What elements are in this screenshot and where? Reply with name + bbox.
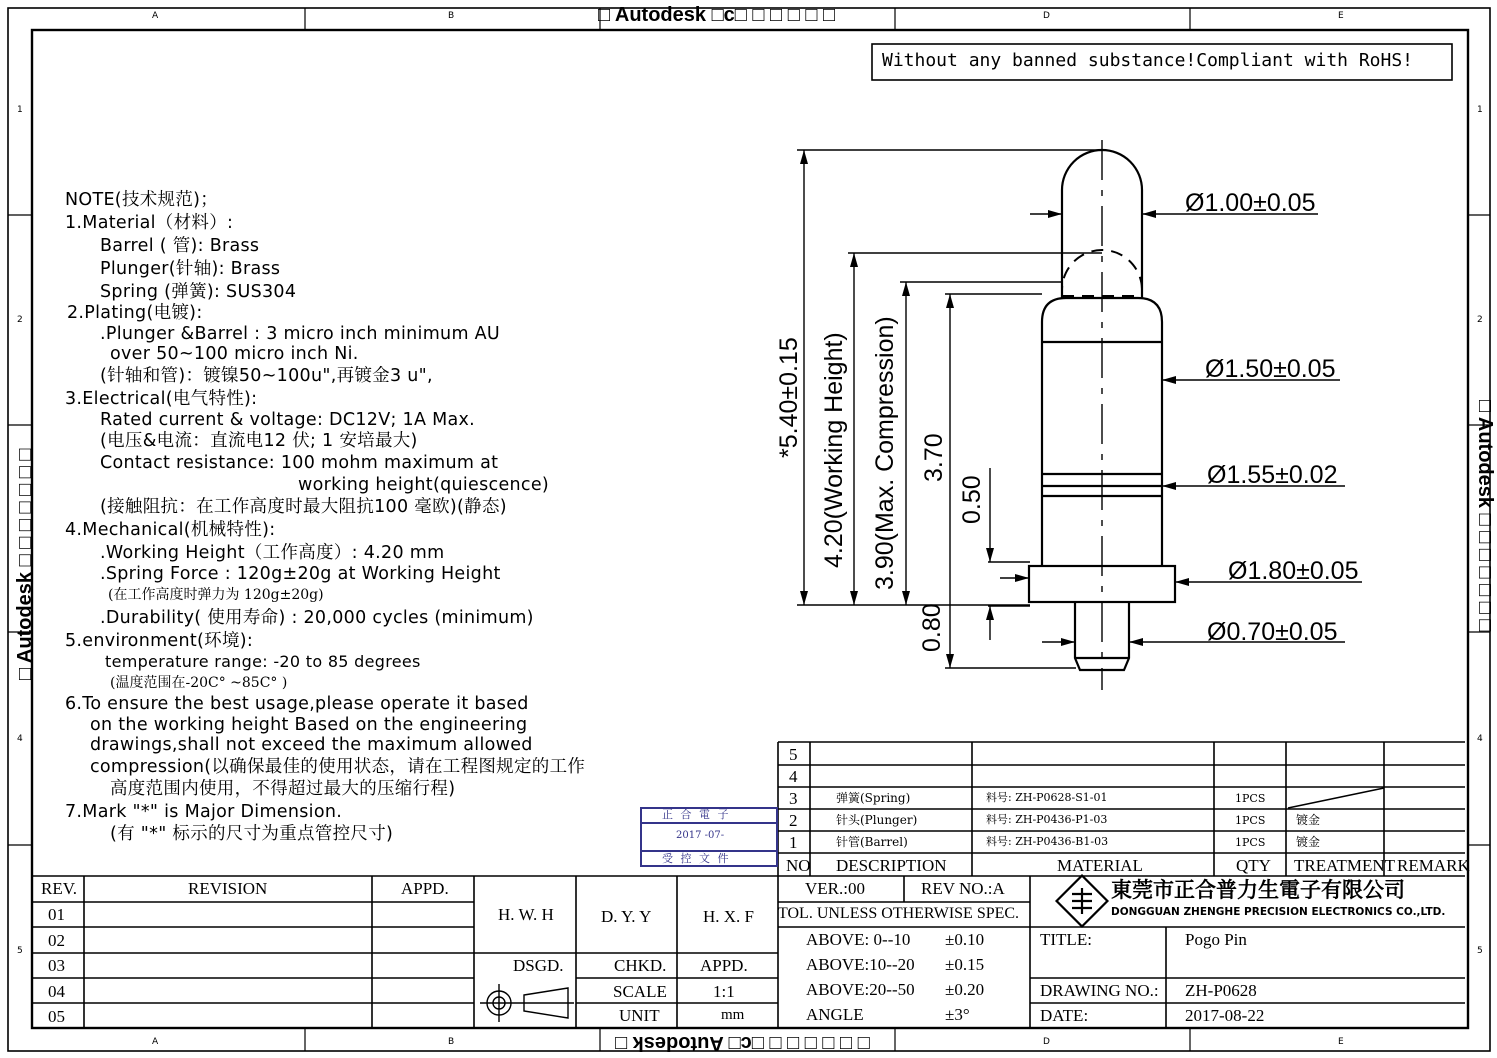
- note-material-title: 1.Material（材料）:: [65, 213, 234, 233]
- approval-name-designer: H. W. H: [498, 905, 554, 924]
- zone-label-bottom-e: E: [1338, 1037, 1344, 1047]
- rev-row-02: 02: [48, 931, 65, 950]
- note-material-plunger: Plunger(针轴): Brass: [100, 259, 281, 279]
- bom-row-5-no: 5: [789, 745, 798, 764]
- tolerance-row-4-range: ANGLE: [806, 1005, 864, 1024]
- rev-row-04: 04: [48, 982, 65, 1001]
- note-mechanical-line2: .Spring Force : 120g±20g at Working Height: [100, 564, 501, 584]
- rohs-notice: Without any banned substance!Compliant with RoHS!: [882, 50, 1414, 71]
- dim-tail-diameter: Ø0.70±0.05: [1207, 618, 1338, 646]
- zone-label-right-2: 2: [1477, 315, 1483, 325]
- tolerance-row-1-value: ±0.10: [945, 930, 985, 949]
- note-environment-title: 5.environment(环境):: [65, 631, 254, 651]
- approval-name-approver: H. X. F: [703, 907, 755, 926]
- note-environment-line2: (温度范围在-20C° ~85C° ): [110, 675, 288, 691]
- bom-header-treatment: TREATMENT: [1294, 856, 1396, 875]
- version-label: VER.:00: [805, 879, 865, 898]
- zone-label-right-5: 5: [1477, 946, 1483, 956]
- watermark-right: □ Autodesk □ □ □ □ □ □ □: [1474, 400, 1496, 632]
- rev-header-appd: APPD.: [401, 879, 449, 898]
- note-material-spring: Spring (弹簧): SUS304: [100, 282, 297, 302]
- note-electrical-line3: Contact resistance: 100 mohm maximum at: [100, 453, 499, 473]
- zone-label-top-b: B: [448, 11, 455, 21]
- bom-row-2-description: 针头(Plunger): [836, 813, 918, 827]
- note-electrical-line4: working height(quiescence): [298, 475, 550, 495]
- bom-row-1-treatment: 镀金: [1296, 835, 1321, 849]
- zone-label-top-d: D: [1043, 11, 1050, 21]
- note-mechanical-line1: .Working Height（工作高度）: 4.20 mm: [100, 543, 445, 563]
- drawing-number-label: DRAWING NO.:: [1040, 981, 1159, 1000]
- bom-row-3-material: 料号: ZH-P0628-S1-01: [986, 791, 1108, 804]
- zone-label-top-a: A: [152, 11, 159, 21]
- bom-row-3-no: 3: [789, 789, 798, 808]
- zone-label-right-4: 4: [1477, 734, 1483, 744]
- tolerance-row-3-range: ABOVE:20--50: [806, 980, 915, 999]
- note-plating-line3: (针轴和管)：镀镍50~100u",再镀金3 u",: [100, 366, 433, 386]
- tolerance-header: TOL. UNLESS OTHERWISE SPEC.: [778, 905, 1020, 922]
- note-mark-line1: 7.Mark "*" is Major Dimension.: [65, 802, 343, 822]
- bom-row-1-no: 1: [789, 833, 798, 852]
- bom-row-2-treatment: 镀金: [1296, 813, 1321, 827]
- note-electrical-line2: (电压&电流：直流电12 伏; 1 安培最大): [100, 431, 418, 451]
- company-logo-mark: [1057, 876, 1108, 927]
- stamp-line2: 2017 -07-: [676, 830, 725, 841]
- projection-symbol: [480, 984, 574, 1022]
- note-usage-line4: compression(以确保最佳的使用状态，请在工程图规定的工作: [90, 757, 586, 777]
- date-value: 2017-08-22: [1185, 1006, 1265, 1025]
- zone-label-bottom-d: D: [1043, 1037, 1050, 1047]
- bom-header-qty: QTY: [1236, 856, 1271, 875]
- zone-label-right-1: 1: [1477, 105, 1483, 115]
- zone-label-left-5: 5: [17, 946, 23, 956]
- watermark-bottom: □ □ □ □ □ □ □c□ Autodesk □: [615, 1032, 870, 1054]
- note-material-barrel: Barrel ( 管): Brass: [100, 236, 260, 256]
- bom-row-2-qty: 1PCS: [1235, 814, 1266, 827]
- unit-label: UNIT: [619, 1006, 660, 1025]
- bom-row-1-description: 针管(Barrel): [836, 835, 908, 849]
- zone-label-left-2: 2: [17, 315, 23, 325]
- bom-header-no: NO: [786, 856, 811, 875]
- notes-heading: NOTE(技术规范)；: [65, 190, 219, 210]
- dim-body-length: 3.70: [920, 433, 948, 482]
- approval-role-appd: APPD.: [700, 956, 748, 975]
- date-label: DATE:: [1040, 1006, 1089, 1025]
- zone-label-top-e: E: [1338, 11, 1344, 21]
- title-label: TITLE:: [1040, 930, 1092, 949]
- rev-row-05: 05: [48, 1007, 65, 1026]
- dim-body-diameter: Ø1.50±0.05: [1205, 355, 1336, 383]
- bom-row-1-qty: 1PCS: [1235, 836, 1266, 849]
- company-name-en: DONGGUAN ZHENGHE PRECISION ELECTRONICS CO.,LTD.: [1111, 906, 1446, 918]
- note-plating-line1: .Plunger &Barrel : 3 micro inch minimum AU: [100, 324, 501, 344]
- scale-value: 1:1: [713, 982, 735, 1001]
- note-plating-line2: over 50~100 micro inch Ni.: [110, 344, 359, 364]
- tolerance-row-3-value: ±0.20: [945, 980, 985, 999]
- rev-row-03: 03: [48, 956, 65, 975]
- note-mechanical-title: 4.Mechanical(机械特性):: [65, 520, 276, 540]
- watermark-top: □ Autodesk □c□ □ □ □ □ □: [598, 4, 836, 26]
- dim-ring-diameter: Ø1.55±0.02: [1207, 461, 1338, 489]
- zone-label-bottom-b: B: [448, 1037, 455, 1047]
- bom-header-material: MATERIAL: [1057, 856, 1143, 875]
- bom-row-2-material: 料号: ZH-P0436-P1-03: [986, 813, 1108, 826]
- dim-max-compression: 3.90(Max. Compression): [871, 316, 899, 590]
- arrowheads: [800, 150, 1189, 668]
- tolerance-row-2-value: ±0.15: [945, 955, 985, 974]
- rev-header-rev: REV.: [41, 879, 78, 898]
- note-mechanical-line3: (在工作高度时弹力为 120g±20g): [108, 587, 324, 603]
- bom-row-4-no: 4: [789, 767, 798, 786]
- rev-row-01: 01: [48, 905, 65, 924]
- watermark-left: □ Autodesk □ □ □ □ □ □ □: [14, 448, 36, 680]
- zone-label-left-1: 1: [17, 105, 23, 115]
- note-electrical-line1: Rated current & voltage: DC12V; 1A Max.: [100, 410, 476, 430]
- stamp-line3: 受 控 文 件: [662, 852, 731, 865]
- dim-total-length: *5.40±0.15: [775, 337, 803, 458]
- dim-tip-diameter: Ø1.00±0.05: [1185, 189, 1316, 217]
- revision-number: REV NO.:A: [921, 879, 1005, 898]
- bom-row-3-description: 弹簧(Spring): [836, 791, 911, 805]
- note-usage-line2: on the working height Based on the engineering: [90, 715, 528, 735]
- bom-row-3-qty: 1PCS: [1235, 792, 1266, 805]
- note-mechanical-line4: .Durability( 使用寿命) : 20,000 cycles (minimum): [100, 608, 534, 628]
- bom-row-1-material: 料号: ZH-P0436-B1-03: [986, 835, 1109, 848]
- tolerance-row-1-range: ABOVE: 0--10: [806, 930, 911, 949]
- dim-flange-thickness: 0.50: [958, 475, 986, 524]
- note-usage-line5: 高度范围内使用，不得超过最大的压缩行程): [110, 779, 456, 799]
- bom-header-remark: REMARK: [1397, 856, 1470, 875]
- note-usage-line3: drawings,shall not exceed the maximum allowed: [90, 735, 533, 755]
- approval-role-chkd: CHKD.: [614, 956, 667, 975]
- scale-label: SCALE: [613, 982, 667, 1001]
- note-electrical-title: 3.Electrical(电气特性):: [65, 389, 258, 409]
- drawing-number-value: ZH-P0628: [1185, 981, 1257, 1000]
- note-plating-title: 2.Plating(电镀):: [67, 303, 203, 323]
- unit-value: mm: [721, 1007, 745, 1023]
- note-usage-line1: 6.To ensure the best usage,please operate it based: [65, 694, 529, 714]
- tolerance-row-4-value: ±3°: [945, 1005, 970, 1024]
- tolerance-row-2-range: ABOVE:10--20: [806, 955, 915, 974]
- stamp-line1: 正 合 電 子: [662, 808, 731, 821]
- bom-row-2-no: 2: [789, 811, 798, 830]
- dim-flange-diameter: Ø1.80±0.05: [1228, 557, 1359, 585]
- rev-header-revision: REVISION: [188, 879, 268, 898]
- note-environment-line1: temperature range: -20 to 85 degrees: [105, 652, 421, 671]
- approval-role-dsgd: DSGD.: [513, 956, 564, 975]
- company-name-cn: 東莞市正合普力生電子有限公司: [1111, 878, 1405, 902]
- note-electrical-line5: (接触阻抗：在工作高度时最大阻抗100 毫欧)(静态): [100, 497, 507, 517]
- title-value: Pogo Pin: [1185, 930, 1247, 949]
- dim-working-height: 4.20(Working Height): [820, 332, 848, 568]
- approval-name-checker: D. Y. Y: [601, 907, 652, 926]
- bom-header-description: DESCRIPTION: [836, 856, 947, 875]
- note-mark-line2: (有 "*" 标示的尺寸为重点管控尺寸): [110, 824, 394, 844]
- dim-tail-length: 0.80: [918, 603, 946, 652]
- zone-label-bottom-a: A: [152, 1037, 159, 1047]
- zone-label-left-4: 4: [17, 734, 23, 744]
